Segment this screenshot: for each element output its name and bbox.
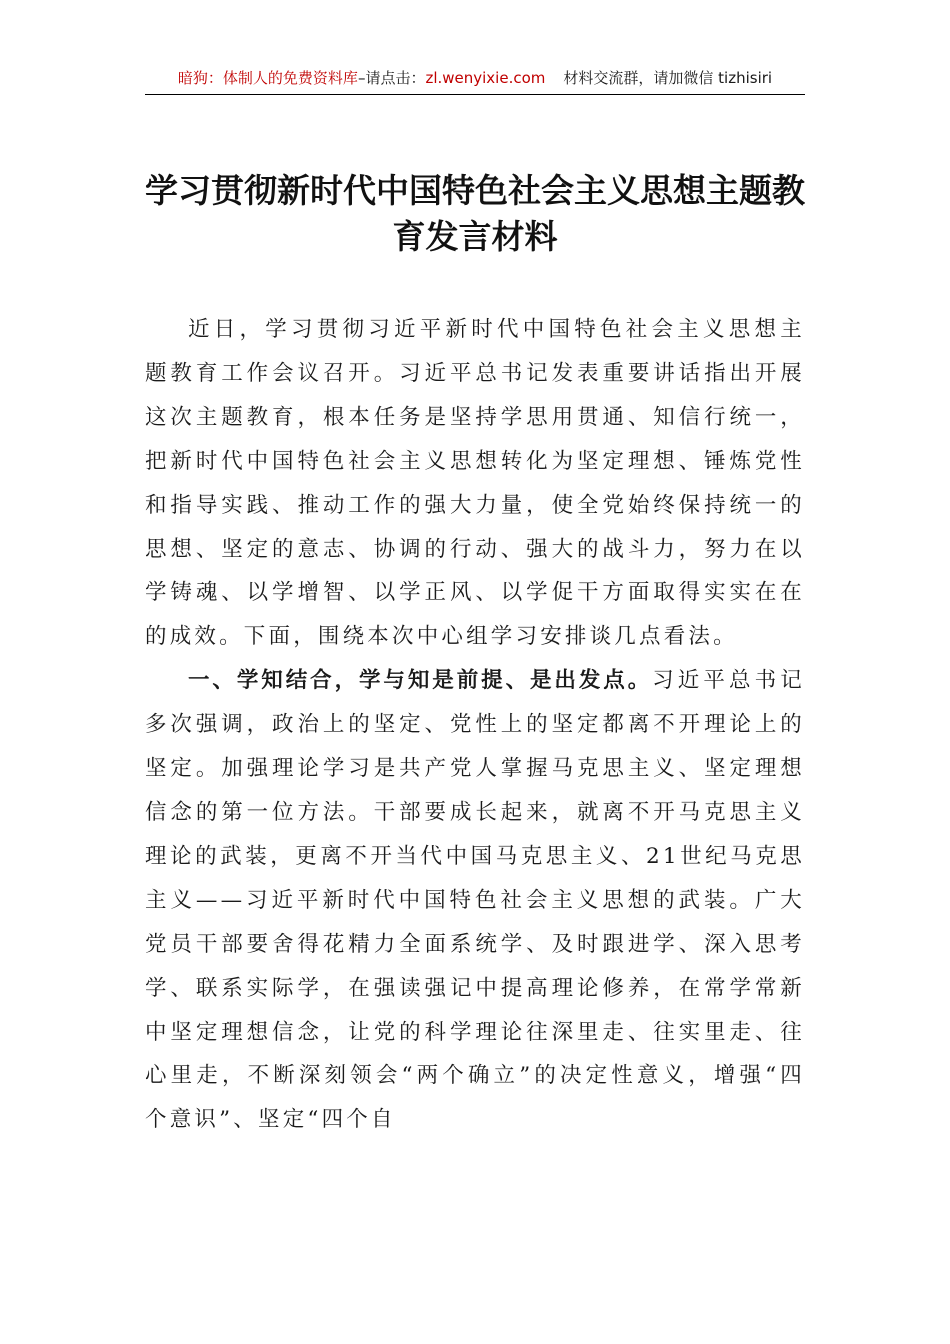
paragraph-section-1 <box>145 659 805 1142</box>
document-title: 学习贯彻新时代中国特色社会主义思想主题教育发言材料 <box>145 171 805 256</box>
paragraph-text: 习近平总书记多次强调，政治上的坚定、党性上的坚定都离不开理论上的坚定。加强理论学习是共产党人掌握马克思主义、坚定理想信念的第一位方法。干部要成长起来，就离不开马克思主义理论的武装，更离不开当代中国马克思主义、21世纪马克思主义——习近平新时代中国特色社会主义思想的武装。广大党员干部要舍得花精力全面系统学、及时跟进学、深入思考学、联系实际学，在强读强记中提高理论修养，在常学常新中坚定理想信念，让党的科学理论往深里走、往实里走、往心里走，不断深刻领会“两个确立”的决定性意义，增强“四个意识”、坚定“四个自 <box>145 668 805 1133</box>
header-wechat-text: 材料交流群，请加微信 tizhisiri <box>563 69 773 87</box>
header-link[interactable]: zl.wenyixie.com <box>425 69 546 87</box>
paragraph-intro <box>145 308 805 659</box>
document-body <box>145 308 805 1142</box>
paragraph-text: 近日，学习贯彻习近平新时代中国特色社会主义思想主题教育工作会议召开。习近平总书记发表重要讲话指出开展这次主题教育，根本任务是坚持学思用贯通、知信行统一，把新时代中国特色社会主义思想转化为坚定理想、锤炼党性和指导实践、推动工作的强大力量，使全党始终保持统一的思想、坚定的意志、协调的行动、强大的战斗力，努力在以学铸魂、以学增智、以学正风、以学促干方面取得实实在在的成效。下面，围绕本次中心组学习安排谈几点看法。 <box>145 317 805 650</box>
header-promo-text: 暗狗：体制人的免费资料库 <box>177 69 358 87</box>
section-heading: 一、学知结合，学与知是前提、是出发点。 <box>188 668 653 694</box>
page-header <box>145 62 805 95</box>
header-link-prompt: –请点击： <box>357 69 426 87</box>
